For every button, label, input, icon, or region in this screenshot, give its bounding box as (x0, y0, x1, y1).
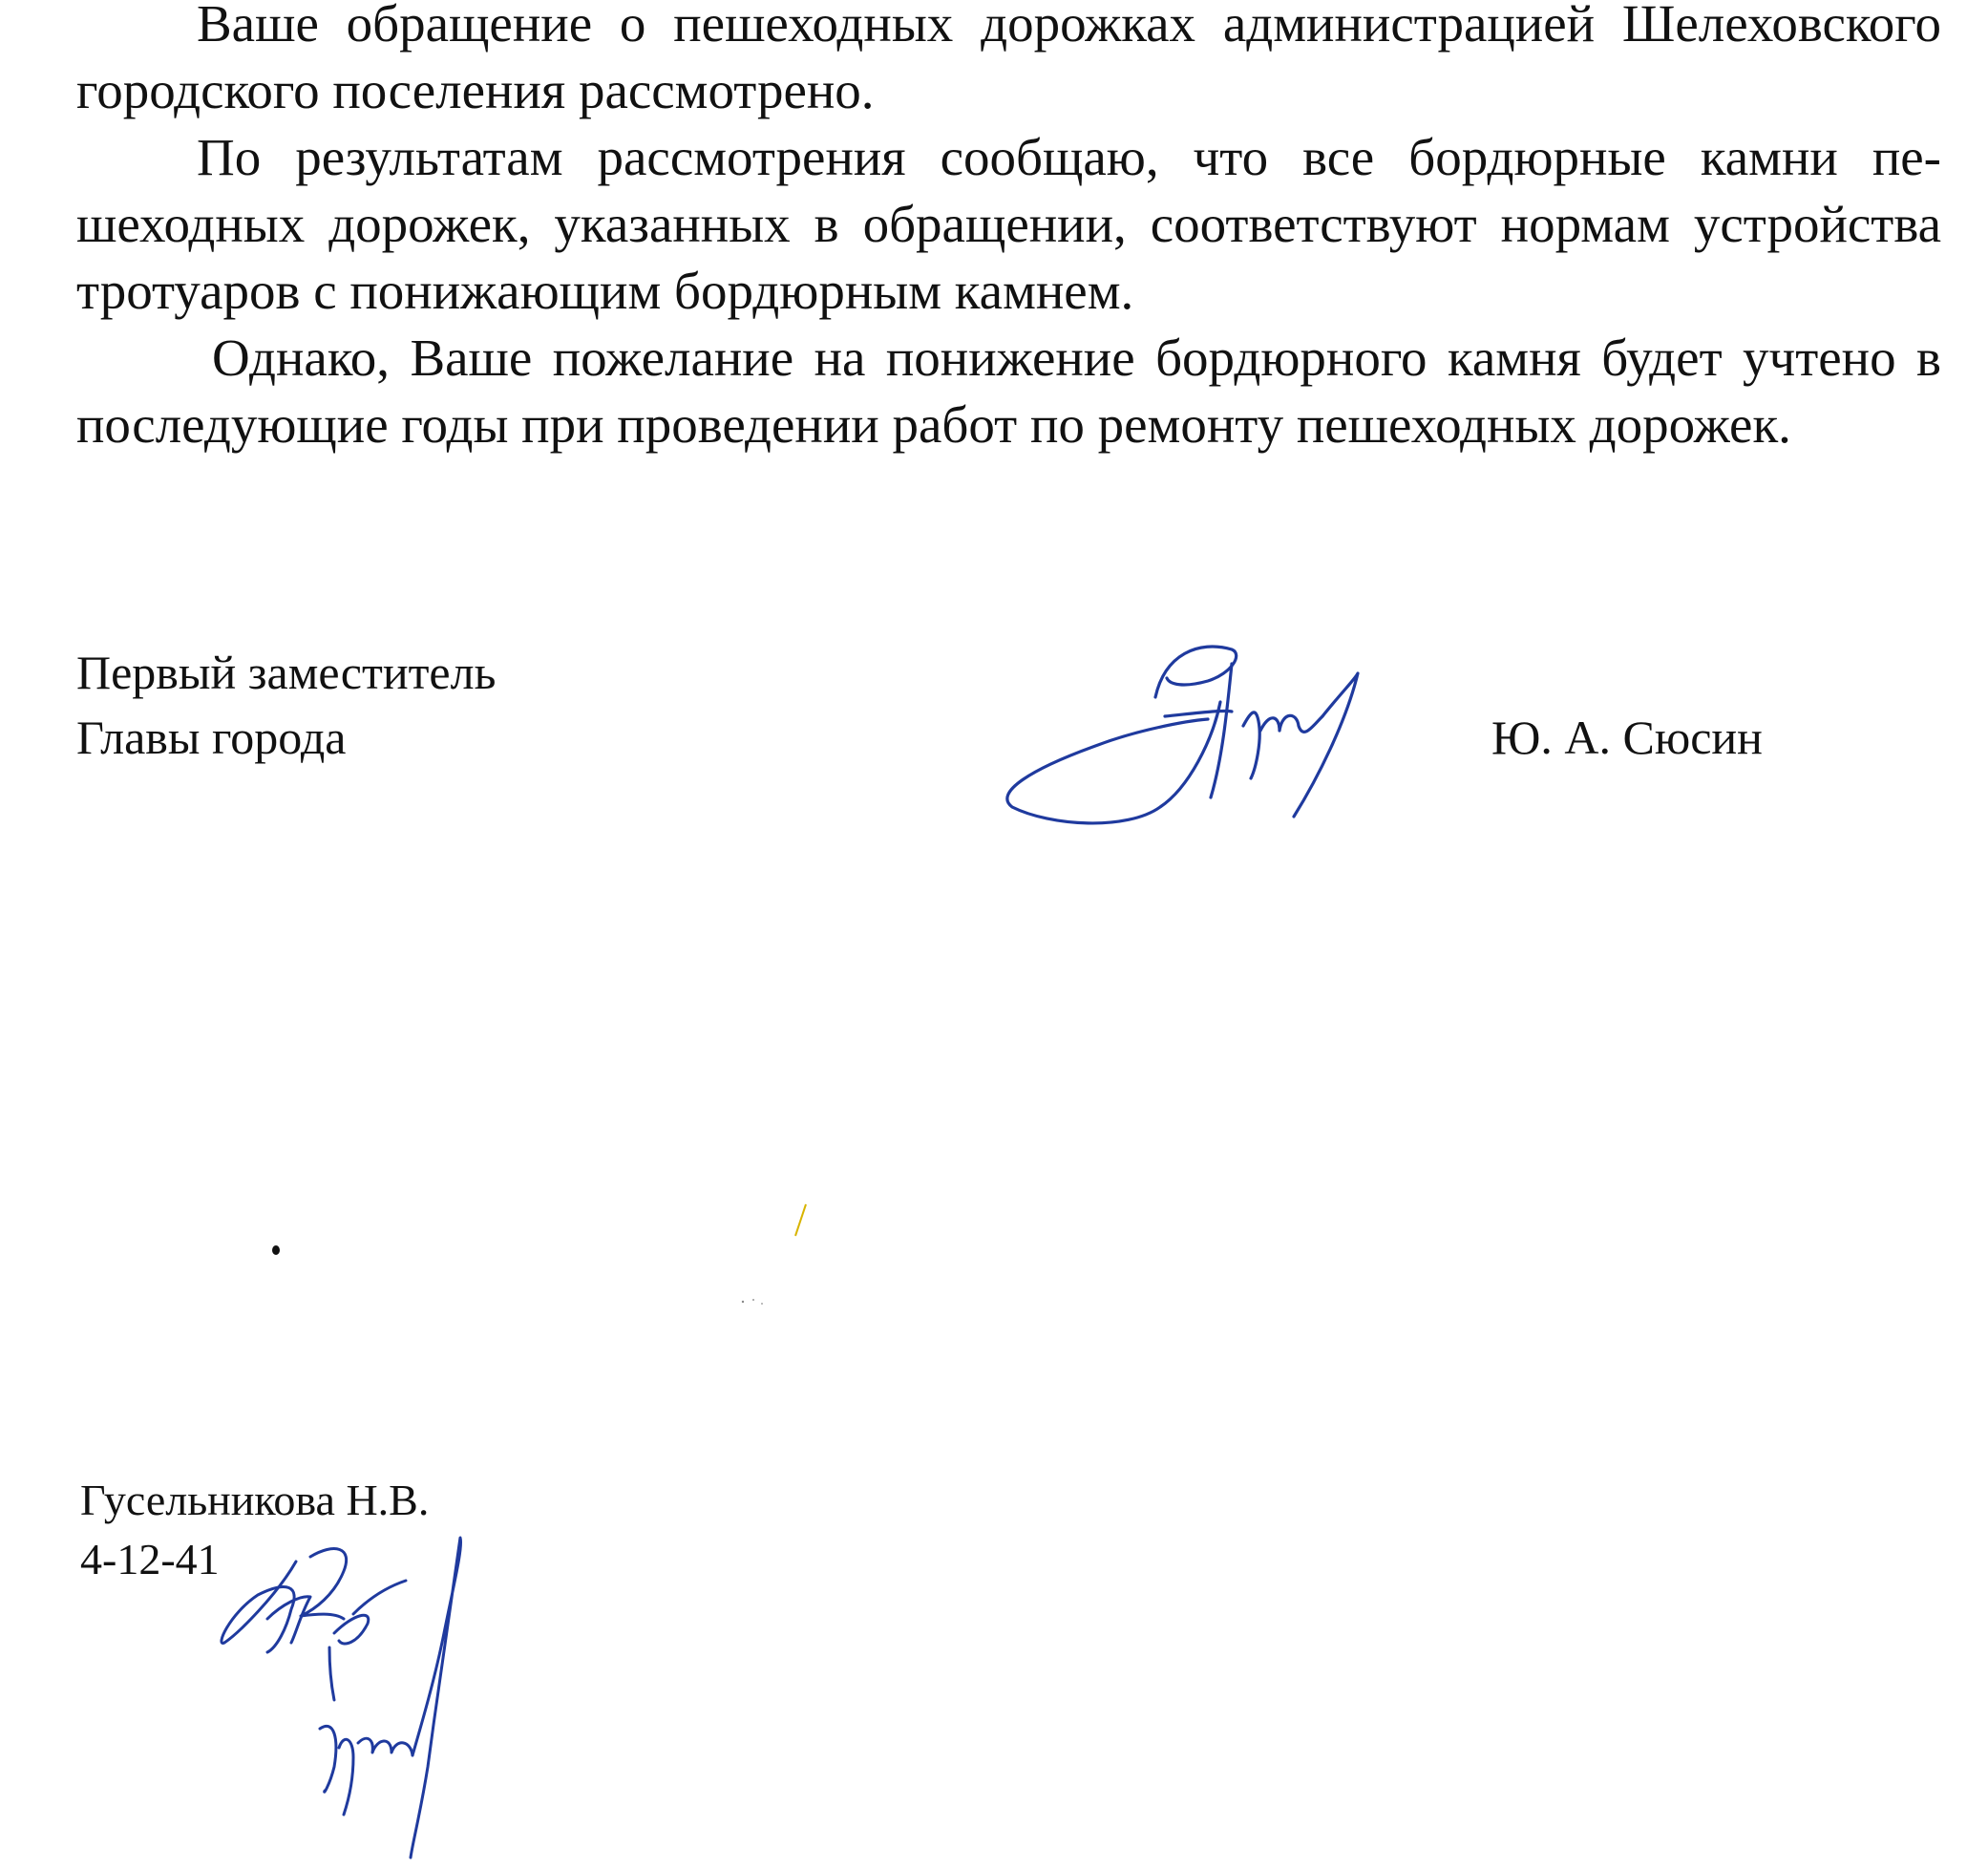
signer-name: Ю. А. Сюсин (1491, 711, 1763, 764)
letter-body (76, 0, 1941, 458)
scan-faint-mark (738, 1296, 767, 1307)
scan-yellow-mark (791, 1201, 810, 1240)
position-line-1: Первый заместитель (76, 646, 497, 699)
executor-phone: 4-12-41 (80, 1535, 220, 1583)
handwritten-signature-main (993, 635, 1375, 845)
handwritten-approval-signature (210, 1528, 554, 1862)
paragraph-wish-considered: Однако, Ваше пожелание на понижение бордюрного камня будет учтено в последующие годы при проведении работ по ремонту пешеходных дорожек. (76, 329, 1941, 454)
paragraph-appeal-reviewed: Ваше обращение о пешеходных дорожках администрацией Шелеховского городского поселения рассмотрено. (76, 0, 1941, 119)
paragraph-review-results: По результатам рассмотрения сообщаю, что все бордюрные камни пешеходных дорожек, указанных в обращении, соответствуют нормам устройства тротуаров с понижающим бордюрным камнем. (76, 128, 1941, 320)
executor-name: Гусельникова Н.В. (80, 1476, 430, 1524)
signatory-position (76, 640, 496, 770)
position-line-2: Главы города (76, 711, 347, 764)
scan-dot-mark (269, 1243, 283, 1257)
